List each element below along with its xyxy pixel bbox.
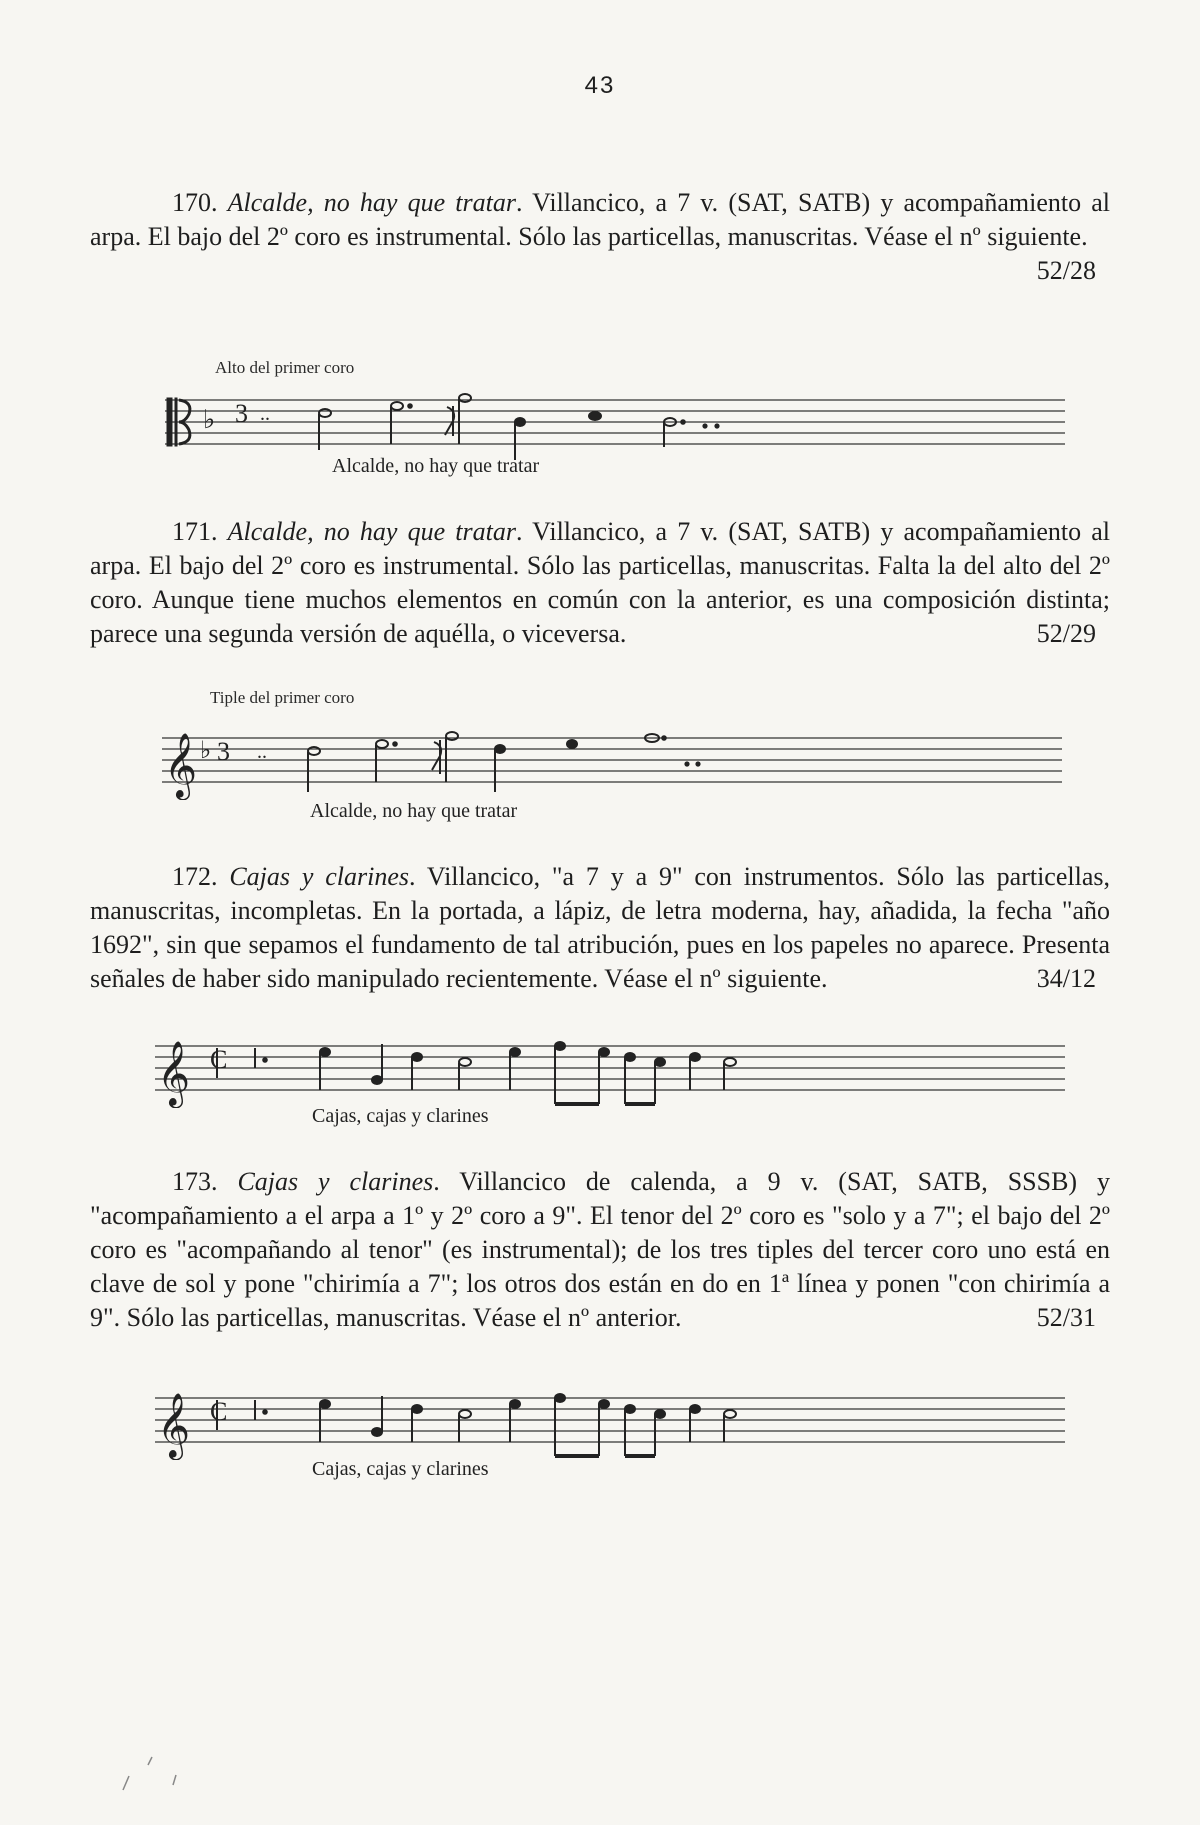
incipit-words: Alcalde, no hay que tratar bbox=[310, 800, 518, 822]
incipit-label: Tiple del primer coro bbox=[210, 688, 355, 707]
entry-text: . Villancico, a 7 v. (SAT, SATB) y acompañamiento al arpa. El bajo del 2º coro es instrumental. Sólo las particellas, manuscritas. Falta la del alto del 2º coro. Aunque tiene muchos elementos en común con la anterior, es una composición distinta; parece una segunda versión de aquélla, o viceversa. bbox=[90, 517, 1111, 648]
entry-signature: 52/29 bbox=[1036, 619, 1096, 648]
incipit-words: Cajas, cajas y clarines bbox=[312, 1105, 489, 1127]
svg-text:♭: ♭ bbox=[200, 736, 212, 764]
catalog-entry-172 bbox=[90, 860, 1110, 996]
svg-text:♭: ♭ bbox=[203, 405, 216, 435]
svg-text:3: 3 bbox=[217, 737, 230, 766]
music-incipit-171 bbox=[162, 720, 1062, 800]
music-incipit-170 bbox=[165, 392, 1065, 460]
svg-text:C: C bbox=[210, 1045, 228, 1074]
svg-text:C: C bbox=[210, 1397, 228, 1426]
entry-title: Alcalde, no hay que tratar bbox=[227, 188, 516, 217]
svg-text:..: .. bbox=[257, 741, 267, 763]
entry-number: 171. bbox=[172, 517, 218, 546]
incipit-label: Alto del primer coro bbox=[215, 358, 355, 377]
catalog-entry-171 bbox=[90, 515, 1110, 651]
entry-title: Cajas y clarines bbox=[229, 862, 409, 891]
music-incipit-172 bbox=[155, 1028, 1065, 1108]
catalog-entry-173 bbox=[90, 1165, 1110, 1335]
catalog-entry-170 bbox=[90, 186, 1110, 288]
entry-signature: 52/28 bbox=[1036, 256, 1096, 285]
music-incipit-173 bbox=[155, 1380, 1065, 1460]
treble-clef-icon: 𝄞 bbox=[164, 733, 198, 798]
entry-number: 173. bbox=[172, 1167, 218, 1196]
incipit-words: Cajas, cajas y clarines bbox=[312, 1458, 489, 1480]
treble-clef-icon: 𝄞 bbox=[157, 1393, 191, 1458]
stray-pencil-marks bbox=[118, 1745, 198, 1800]
svg-text:..: .. bbox=[260, 403, 270, 425]
svg-text:3: 3 bbox=[235, 399, 248, 428]
entry-title: Alcalde, no hay que tratar bbox=[227, 517, 516, 546]
entry-signature: 34/12 bbox=[1036, 964, 1096, 993]
entry-text: . Villancico de calenda, a 9 v. (SAT, SATB, SSSB) y "acompañamiento a el arpa a 1º y 2º coro a 9". El tenor del 2º coro es "solo y a 7"; el bajo del 2º coro es "acompañando al tenor" (es instrumental); de los tres tiples del tercer coro uno está en clave de sol y pone "chirimía a 7"; los otros dos están en do en 1ª línea y ponen "con chirimía a 9". Sólo las particellas, manuscritas. Véase el nº anterior. bbox=[90, 1167, 1110, 1332]
page-number: 43 bbox=[584, 72, 616, 99]
entry-text: . Villancico, "a 7 y a 9" con instrumentos. Sólo las particellas, manuscritas, incompletas. En la portada, a lápiz, de letra moderna, hay, añadida, la fecha "año 1692", sin que sepamos el fundamento de tal atribución, pues en los papeles no aparece. Presenta señales de haber sido manipulado recientemente. Véase el nº siguiente. bbox=[90, 862, 1110, 993]
entry-title: Cajas y clarines bbox=[237, 1167, 434, 1196]
entry-text: . Villancico, a 7 v. (SAT, SATB) y acompañamiento al arpa. El bajo del 2º coro es instrumental. Sólo las particellas, manuscritas. Véase el nº siguiente. bbox=[90, 188, 1111, 251]
entry-signature: 52/31 bbox=[1036, 1303, 1096, 1332]
entry-number: 170. bbox=[172, 188, 218, 217]
entry-number: 172. bbox=[172, 862, 218, 891]
treble-clef-icon: 𝄞 bbox=[157, 1041, 191, 1106]
incipit-words: Alcalde, no hay que tratar bbox=[332, 455, 540, 477]
